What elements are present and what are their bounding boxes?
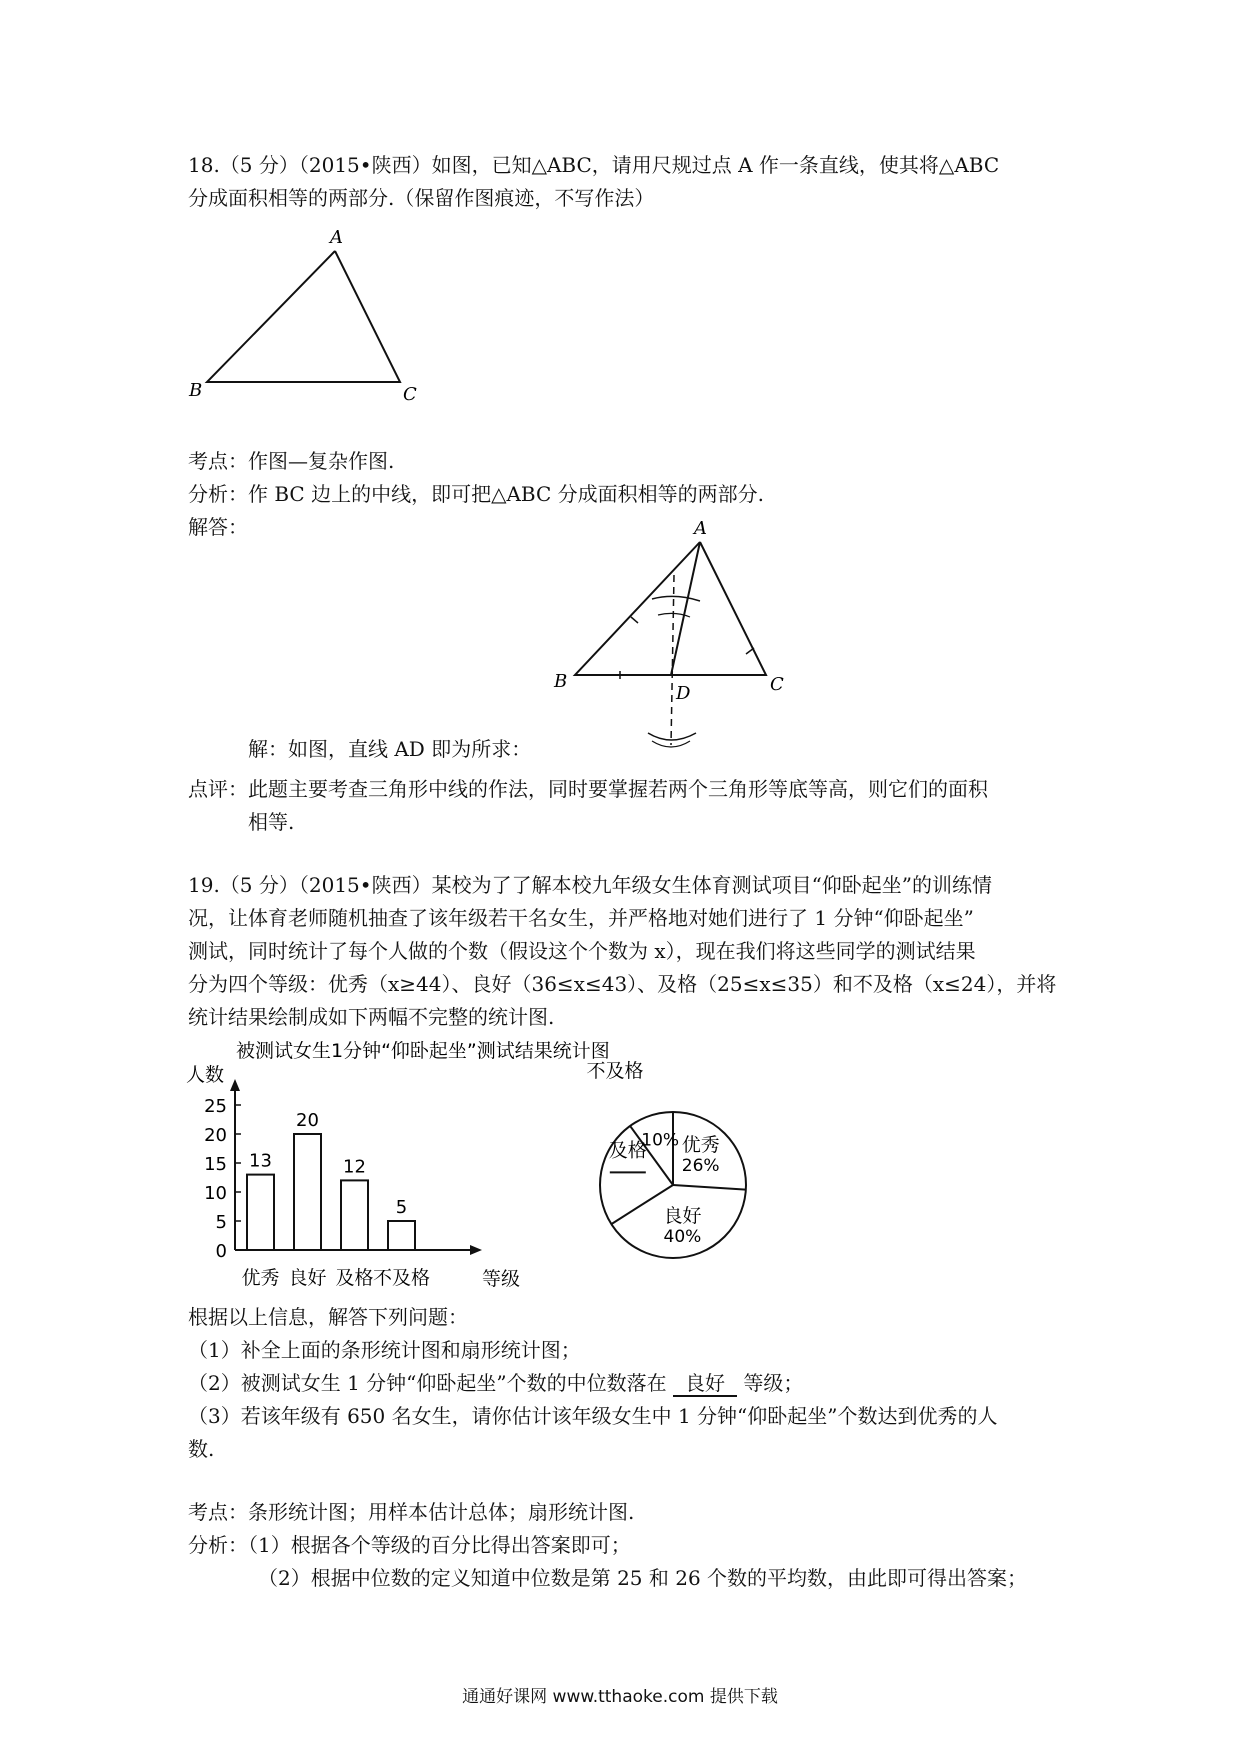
construction-figure (550, 515, 800, 760)
bar-value-label: 5 (395, 1197, 408, 1218)
q19-line3: 测试，同时统计了每个人做的个数（假设这个个数为 x），现在我们将这些同学的测试结果 (188, 939, 976, 963)
label-b: B (189, 380, 203, 401)
bar (388, 1221, 415, 1250)
label-b2: B (554, 671, 568, 692)
category-label: 良好 (288, 1267, 327, 1289)
pie-label-percent: 26% (681, 1155, 720, 1176)
pie-label-name: 不及格 (586, 1060, 644, 1082)
pie-label-percent: 10% (641, 1130, 680, 1151)
x-axis-arrow (470, 1245, 482, 1255)
chart-title: 被测试女生1分钟“仰卧起坐”测试结果统计图 (236, 1040, 610, 1062)
q19-q2 (188, 1371, 803, 1395)
pie-label-name: 优秀 (681, 1133, 720, 1156)
label-a: A (330, 227, 343, 248)
category-label: 不及格 (372, 1267, 431, 1289)
label-a2: A (694, 518, 707, 539)
bar (294, 1134, 321, 1250)
category-label: 优秀 (241, 1267, 280, 1289)
q19-line4: 分为四个等级：优秀（x≥44）、良好（36≤x≤43）、及格（25≤x≤35）和不及格（x≤24），并将 (188, 972, 1057, 996)
q18-line1: 18.（5 分）（2015•陕西）如图，已知△ABC，请用尺规过点 A 作一条直线，使其将△ABC (188, 153, 1000, 177)
label-d: D (676, 683, 691, 704)
x-axis-label: 等级 (482, 1268, 521, 1290)
q19-line5: 统计结果绘制成如下两幅不完整的统计图. (188, 1005, 555, 1029)
q18-dianping-1: 点评：此题主要考查三角形中线的作法，同时要掌握若两个三角形等底等高，则它们的面积 (188, 777, 988, 801)
q19-line2: 况，让体育老师随机抽查了该年级若干名女生，并严格地对她们进行了 1 分钟“仰卧起坐” (188, 906, 974, 930)
q19-q3-line1: （3）若该年级有 650 名女生，请你估计该年级女生中 1 分钟“仰卧起坐”个数达到优秀的人 (188, 1404, 998, 1428)
pie-label-name: 及格 (608, 1139, 647, 1162)
y-tick-label: 5 (215, 1212, 227, 1233)
q19-intro: 根据以上信息，解答下列问题： (188, 1305, 468, 1329)
y-tick-label: 10 (204, 1183, 227, 1204)
q18-jieda: 解答： (188, 515, 248, 539)
y-tick-label: 15 (204, 1154, 227, 1175)
y-tick-label: 20 (204, 1125, 227, 1146)
bar-value-label: 20 (296, 1110, 319, 1131)
bar (341, 1180, 368, 1250)
q19-q2-answer: 良好 (673, 1371, 737, 1397)
pie-label-percent: 40% (663, 1226, 702, 1247)
q18-line2: 分成面积相等的两部分.（保留作图痕迹，不写作法） (188, 186, 655, 210)
bar-value-label: 12 (343, 1156, 366, 1178)
q19-q3-line2: 数. (188, 1437, 215, 1461)
q19-q1: （1）补全上面的条形统计图和扇形统计图； (188, 1338, 581, 1362)
bar (247, 1175, 274, 1250)
y-tick-label: 0 (215, 1241, 227, 1262)
pie-label-name: 良好 (663, 1204, 702, 1227)
pie-chart (585, 1060, 765, 1275)
q19-q2-after: 等级； (743, 1371, 804, 1395)
q18-dianping-2: 相等. (248, 810, 295, 834)
q19-fenxi-2: （2）根据中位数的定义知道中位数是第 25 和 26 个数的平均数，由此即可得出答案； (258, 1566, 1028, 1590)
q18-kaodian: 考点：作图—复杂作图. (188, 449, 395, 473)
q19-fenxi-1: 分析：（1）根据各个等级的百分比得出答案即可； (188, 1533, 631, 1557)
q18-jie: 解：如图，直线 AD 即为所求： (248, 737, 532, 761)
label-c2: C (770, 674, 784, 695)
label-c: C (403, 384, 417, 405)
q19-q2-before: （2）被测试女生 1 分钟“仰卧起坐”个数的中位数落在 (188, 1371, 667, 1395)
category-label: 及格 (335, 1267, 374, 1289)
q19-kaodian: 考点：条形统计图；用样本估计总体；扇形统计图. (188, 1500, 635, 1524)
y-axis-arrow (230, 1079, 240, 1091)
q18-fenxi: 分析：作 BC 边上的中线，即可把△ABC 分成面积相等的两部分. (188, 482, 764, 506)
y-tick-label: 25 (204, 1096, 227, 1117)
triangle-figure (185, 225, 445, 410)
y-axis-label: 人数 (186, 1064, 225, 1086)
q19-line1: 19.（5 分）（2015•陕西）某校为了了解本校九年级女生体育测试项目“仰卧起坐”的训练情 (188, 873, 993, 897)
bar-value-label: 13 (249, 1150, 272, 1172)
footer: 通通好课网 www.tthaoke.com 提供下载 (462, 1687, 778, 1707)
